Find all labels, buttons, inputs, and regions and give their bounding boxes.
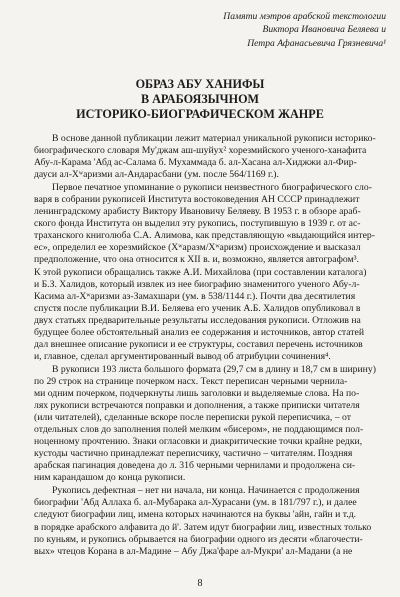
text-line: и, главное, сделал аргументированный вывод об атрибуции сочинения⁴. <box>34 350 331 362</box>
text-line: В рукописи 193 листа большого формата (29,7 см в длину и 18,7 см в ширину) <box>52 363 376 375</box>
article-title <box>0 77 400 122</box>
text-line: ленинградскому арабисту Виктору Ивановичу Беляеву. В 1953 г. в обзоре араб- <box>34 206 361 218</box>
text-line: дал внешнее описание рукописи и ее структуры, составил перечень источников <box>34 338 363 350</box>
text-line: в порядке арабского алфавита до й'. Затем идут биографии лиц, известных только <box>34 521 372 533</box>
paragraph <box>34 182 380 363</box>
text-line: и Б.З. Халидов, который извлек из нее биографию знаменитого ученого Абу-л- <box>34 278 360 290</box>
text-line: предположение, что она относится к XII в. и, возможно, является автографом³. <box>34 254 359 266</box>
text-line: вых» чтецов Корана в ал-Мадине – Абу Джа'фаре ал-Мукри' ал-Мадани (а не <box>34 545 353 557</box>
text-line: следуют биографии лиц, имена которых начинаются на буквы 'айн, гайн и т.д. <box>34 509 357 521</box>
text-line: варя в собрании рукописей Института востоковедения АН СССР принадлежит <box>34 194 360 206</box>
text-line: ним карандашом до конца рукописи. <box>34 472 186 484</box>
text-line: Первое печатное упоминание о рукописи неизвестного биографического сло- <box>52 182 372 194</box>
text-line: ес», определил ее хорезмийское (Хʷаразм/Хʷаризм) происхождение и высказал <box>34 242 361 254</box>
text-line: ского фонда Института он выделил эту рукопись, поступившую в 1939 г. от ас- <box>34 218 361 230</box>
text-line: кустоды частично принадлежат переписчику, частично – читателям. Поздняя <box>34 448 353 460</box>
dedication-line: Памяти мэтров арабской текстологии <box>223 11 386 22</box>
text-line: дауси ал-Хʷаризми ал-Андарасбани (ум. после 564/1169 г.). <box>34 169 279 181</box>
text-line: траханского книголюба С.А. Алимова, как представляющую «выдающийся интер- <box>34 230 375 242</box>
article-body <box>34 133 380 558</box>
text-line: Касима ал-Хʷаризми аз-Замахшари (ум. в 538/1144 г.). Почти два десятилетия <box>34 290 356 302</box>
text-line: по куньям, и рукопись обрывается на биографии одного из десяти «благочести- <box>34 533 363 545</box>
text-line: В основе данной публикации лежит материал уникальной рукописи историко- <box>52 133 376 144</box>
text-line: Рукопись дефектная – нет ни начала, ни конца. Начинается с продолжения <box>52 485 360 497</box>
dedication-line: Виктора Ивановича Беляева и <box>262 24 386 36</box>
text-line: по 29 строк на странице почерком насх. Текст переписан черными чернила- <box>34 375 348 387</box>
text-line: ноценному прочтению. Знаки огласовки и диакритические точки крайне редки, <box>34 436 363 448</box>
page-number: 8 <box>197 578 203 589</box>
title-line: ИСТОРИКО-БИОГРАФИЧЕСКОМ ЖАНРЕ <box>76 107 324 121</box>
title-line: В АРАБОЯЗЫЧНОМ <box>140 92 260 106</box>
text-line: двух статьях предварительные результаты исследования рукописи. Отложив на <box>34 314 361 326</box>
dedication <box>186 10 386 50</box>
text-line: Абу-л-Карама 'Абд ас-Салама б. Мухаммада б. ал-Хасана ал-Хиджжи ал-Фир- <box>34 157 357 169</box>
text-line: отдельных слов до заполнения полей мелким «бисером», не поддающимся пол- <box>34 424 364 436</box>
text-line: К этой рукописи обращались также А.И. Михайлова (при составлении каталога) <box>34 266 367 278</box>
text-line: (или читателей), сделанные вскоре после переписки рукой переписчика, – от <box>34 412 351 424</box>
text-line: биографии 'Абд Аллаха б. ал-Мубарака ал-Хурасани (ум. в 181/797 г.), и далее <box>34 497 357 509</box>
title-line: ОБРАЗ АБУ ХАНИФЫ <box>135 77 265 91</box>
text-line: ми одним почерком, подчеркнуты лишь заголовки и выделяемые слова. На по- <box>34 387 360 399</box>
text-line: будущее более обстоятельный анализ ее содержания и источников, автор статей <box>34 326 365 338</box>
dedication-line: Петра Афанасьевича Грязневича¹ <box>247 37 386 49</box>
paragraph <box>34 133 380 181</box>
text-line: лях рукописи встречаются поправки и дополнения, а также приписки читателя <box>34 400 360 412</box>
text-line: спустя после публикации В.И. Беляева его ученик А.Б. Халидов опубликовал в <box>34 302 361 314</box>
paragraph <box>34 485 380 557</box>
text-line: арабская пагинация доведена до л. 31б черными чернилами и продолжена си- <box>34 460 356 472</box>
text-line: биографического словаря Му'джам аш-шуйух² хорезмийского ученого-ханафита <box>34 145 367 157</box>
paragraph <box>34 364 380 484</box>
